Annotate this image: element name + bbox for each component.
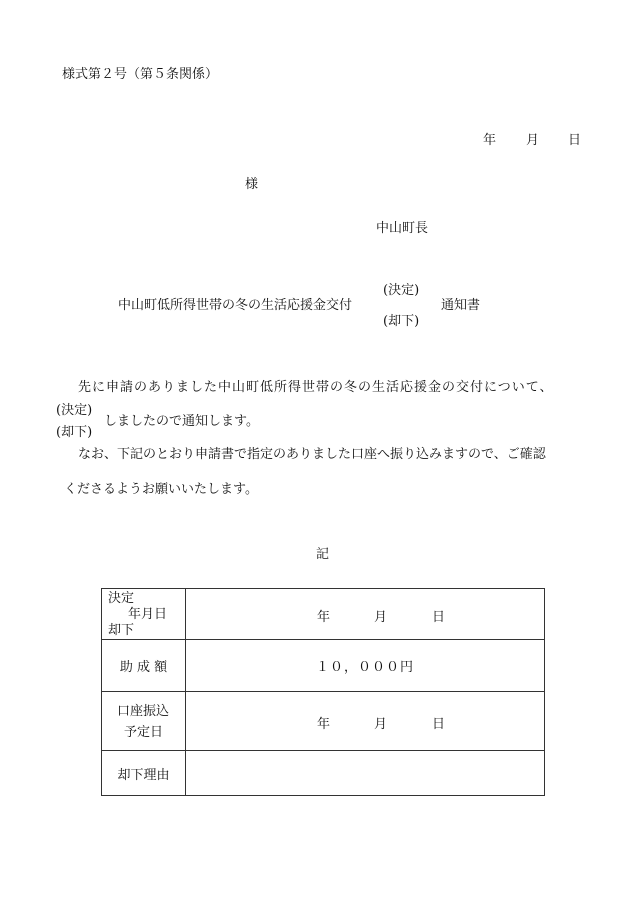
grant-amount-value: １０，０００円 [186, 640, 545, 692]
record-table [101, 588, 545, 796]
decision-year-label: 年 [317, 610, 331, 625]
body-line-3: なお、下記のとおり申請書で指定のありました口座へ振り込みますので、ご確認 [78, 447, 546, 462]
transfer-month-label: 月 [374, 717, 388, 732]
decision-date-label-cell [102, 589, 186, 640]
body-option-approve: (決定) [56, 403, 93, 418]
date-year-label: 年 [483, 133, 497, 148]
reject-reason-label: 却下理由 [102, 751, 186, 796]
transfer-day-label: 日 [432, 717, 446, 732]
transfer-date-value-cell [186, 692, 545, 751]
transfer-date-label-cell [102, 692, 186, 751]
addressee-suffix: 様 [245, 177, 259, 192]
table-row-decision-date [102, 589, 545, 640]
date-day-label: 日 [568, 133, 582, 148]
body-option-reject: (却下) [56, 425, 93, 440]
decision-day-label: 日 [432, 610, 446, 625]
title-option-approve: (決定) [383, 283, 420, 298]
body-line-4: くださるようお願いいたします。 [64, 482, 258, 497]
title-option-reject: (却下) [383, 314, 420, 329]
decision-date-value-cell [186, 589, 545, 640]
form-number: 様式第２号（第５条関係） [62, 67, 219, 82]
label-date: 年月日 [128, 607, 168, 622]
label-transfer: 口座振込 [117, 704, 170, 719]
body-line-2: しましたので通知します。 [104, 414, 259, 429]
date-month-label: 月 [526, 133, 540, 148]
issuer: 中山町長 [376, 221, 429, 236]
transfer-year-label: 年 [317, 717, 331, 732]
label-reject: 却下 [108, 623, 135, 638]
decision-month-label: 月 [374, 610, 388, 625]
table-row-grant-amount [102, 640, 545, 692]
table-row-transfer-date [102, 692, 545, 751]
ki-label: 記 [316, 547, 330, 562]
reject-reason-value [186, 751, 545, 796]
label-scheduled-date: 予定日 [124, 725, 164, 740]
table-row-reject-reason [102, 751, 545, 796]
title-main: 中山町低所得世帯の冬の生活応援金交付 [118, 298, 353, 313]
title-suffix: 通知書 [441, 298, 481, 313]
grant-amount-label: 助 成 額 [102, 640, 186, 692]
label-decision: 決定 [108, 591, 135, 606]
body-line-1: 先に申請のありました中山町低所得世帯の冬の生活応援金の交付について、 [78, 380, 554, 395]
